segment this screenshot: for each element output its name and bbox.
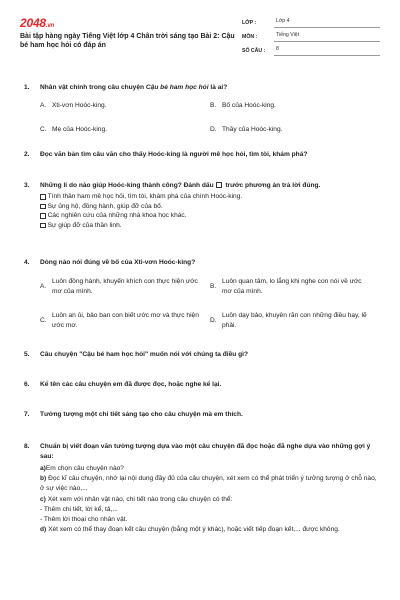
document-title: Bài tập hàng ngày Tiếng Việt lớp 4 Chân trời sáng tạo Bài 2: Cậu bé ham học hỏi có đáp án xyxy=(20,33,235,50)
option-b[interactable] xyxy=(210,277,380,296)
option-letter: C. xyxy=(40,316,47,324)
meta-row-count xyxy=(242,42,380,56)
checkbox-label: Sự giúp đỡ của thần linh. xyxy=(47,221,122,229)
question-text: Tưởng tượng một chi tiết sáng tạo cho câu chuyện mà em thích. xyxy=(40,411,243,418)
question-number: 3. xyxy=(24,182,30,189)
question-text-part: là ai? xyxy=(208,84,228,91)
document-meta xyxy=(242,14,380,56)
checkbox-item[interactable] xyxy=(40,202,380,212)
hint-text: Em chọn câu chuyện nào? xyxy=(45,465,124,472)
meta-row-subject xyxy=(242,28,380,42)
question-text-part: Nhân vật chính trong câu chuyện xyxy=(40,84,146,91)
option-text: Bố của Hoóc-king. xyxy=(222,102,276,109)
question-text: Đọc văn bản tìm câu văn cho thấy Hoóc-king là người mê học hỏi, tìm tòi, khám phá? xyxy=(40,151,308,158)
option-text: Luôn quan tâm, lo lắng khi nghe con nói về ước mơ của mình. xyxy=(222,278,362,295)
hint-text: Xét xem với nhân vật nào, chi tiết nào trong câu chuyện có thể: xyxy=(45,495,233,503)
checkbox[interactable] xyxy=(40,213,46,219)
option-a[interactable] xyxy=(40,101,210,111)
question-text: Kể tên các câu chuyện em đã được đọc, hoặc nghe kể lại. xyxy=(40,381,222,388)
checkbox-item[interactable] xyxy=(40,221,380,231)
option-letter: A. xyxy=(40,102,47,109)
meta-value: Tiếng Việt xyxy=(274,32,380,42)
options-row xyxy=(40,277,380,296)
options-row xyxy=(40,311,380,330)
question-number: 2. xyxy=(24,151,30,158)
checkbox-label: Tính thần ham mê học hỏi, tìm tòi, khám phá của chính Hoóc-king. xyxy=(47,193,243,201)
hint-label: a) xyxy=(40,465,46,472)
option-letter: C. xyxy=(40,126,47,133)
option-b[interactable] xyxy=(210,101,380,111)
option-c[interactable] xyxy=(40,311,210,330)
question-number: 7. xyxy=(24,411,30,418)
option-letter: D. xyxy=(210,126,217,133)
question-number: 8. xyxy=(24,443,30,450)
checkbox[interactable] xyxy=(40,223,46,229)
checkbox-item[interactable] xyxy=(40,192,380,202)
question-hints xyxy=(40,464,380,536)
options-row xyxy=(40,101,380,111)
meta-key: LỚP : xyxy=(242,20,257,27)
checkbox[interactable] xyxy=(40,194,46,200)
option-text: Luôn an ủi, bảo ban con biết ước mơ và thực hiện ước mơ. xyxy=(52,312,199,329)
question-text: Dòng nào nói đúng về bố của Xti-vơn Hoóc-king? xyxy=(40,259,196,266)
question-number: 4. xyxy=(24,259,30,266)
question-text-part: Những lí do nào giúp Hoóc-king thành công? Đánh dấu xyxy=(40,182,214,189)
hint-label: c) xyxy=(40,495,46,503)
option-text: Mẹ của Hoóc-king. xyxy=(52,126,107,133)
option-letter: D. xyxy=(210,316,217,324)
checkbox-icon xyxy=(216,182,222,188)
checkbox-item[interactable] xyxy=(40,211,380,221)
hint-text: Đọc kĩ câu chuyện, nhớ lại nội dung đầy đủ của câu chuyện, xét xem có thể phát triển ý tưởng tượng ở chỗ nào, ở sự việc nào,... xyxy=(40,475,377,493)
hint-line xyxy=(40,495,380,505)
option-text: Thầy của Hoóc-king. xyxy=(222,126,283,133)
logo-suffix: .vn xyxy=(45,23,54,29)
question-text xyxy=(40,83,380,93)
option-letter: B. xyxy=(210,282,217,290)
meta-key: SỐ CÂU : xyxy=(242,48,266,55)
meta-key: MÔN : xyxy=(242,34,258,41)
question-text: Chuẩn bị viết đoạn văn tưởng tượng dựa vào một câu chuyện đã đọc hoặc đã nghe dựa vào những gợi ý sau: xyxy=(40,443,371,461)
hint-line xyxy=(40,525,380,535)
option-d[interactable] xyxy=(210,311,380,330)
option-letter: A. xyxy=(40,282,47,290)
checkbox-label: Sự ủng hộ, đồng hành, giúp đỡ của bố. xyxy=(47,202,163,210)
hint-text: - Thêm lời thoại cho nhân vật. xyxy=(40,516,128,524)
hint-line xyxy=(40,464,380,474)
option-text: Xti-vơn Hoóc-king. xyxy=(52,102,107,109)
option-letter: B. xyxy=(210,102,217,109)
question-text-part: trước phương án trả lời đúng. xyxy=(225,182,321,189)
option-c[interactable] xyxy=(40,125,210,135)
checkbox[interactable] xyxy=(40,204,46,210)
hint-line xyxy=(40,474,380,494)
site-logo[interactable] xyxy=(20,15,54,32)
page-header xyxy=(20,14,380,58)
meta-value: 8 xyxy=(274,46,380,56)
meta-row-grade xyxy=(242,14,380,28)
option-text: Luôn đồng hành, khuyến khích con thực hiện ước mơ của mình. xyxy=(52,278,198,295)
question-text xyxy=(40,181,380,191)
question-number: 1. xyxy=(24,84,30,91)
hint-text: Xét xem có thể thay đoạn kết câu chuyện (bằng một ý khác), hoặc viết tiếp đoạn kết,... được không. xyxy=(46,526,340,534)
question-text: Câu chuyện "Cậu bé ham học hỏi" muốn nói với chúng ta điều gì? xyxy=(40,351,249,358)
story-title: Cậu bé ham học hỏi xyxy=(145,84,209,91)
option-a[interactable] xyxy=(40,277,210,296)
hint-label: b) xyxy=(40,475,47,483)
option-text: Luôn dạy bảo, khuyên răn con những điều hay, lẽ phải. xyxy=(222,312,367,329)
hint-line xyxy=(40,515,380,525)
logo-main: 2048 xyxy=(20,16,46,30)
hint-text: - Thêm chi tiết, lời kể, tả,... xyxy=(40,505,118,513)
hint-line xyxy=(40,505,380,515)
checkbox-list xyxy=(40,192,380,230)
meta-value: Lớp 4 xyxy=(274,18,380,28)
option-d[interactable] xyxy=(210,125,380,135)
options-row xyxy=(40,125,380,135)
question-number: 5. xyxy=(24,351,30,358)
checkbox-label: Các nghiên cứu của những nhà khoa học khác. xyxy=(47,212,187,220)
question-number: 6. xyxy=(24,381,30,388)
hint-label: d) xyxy=(40,526,47,534)
